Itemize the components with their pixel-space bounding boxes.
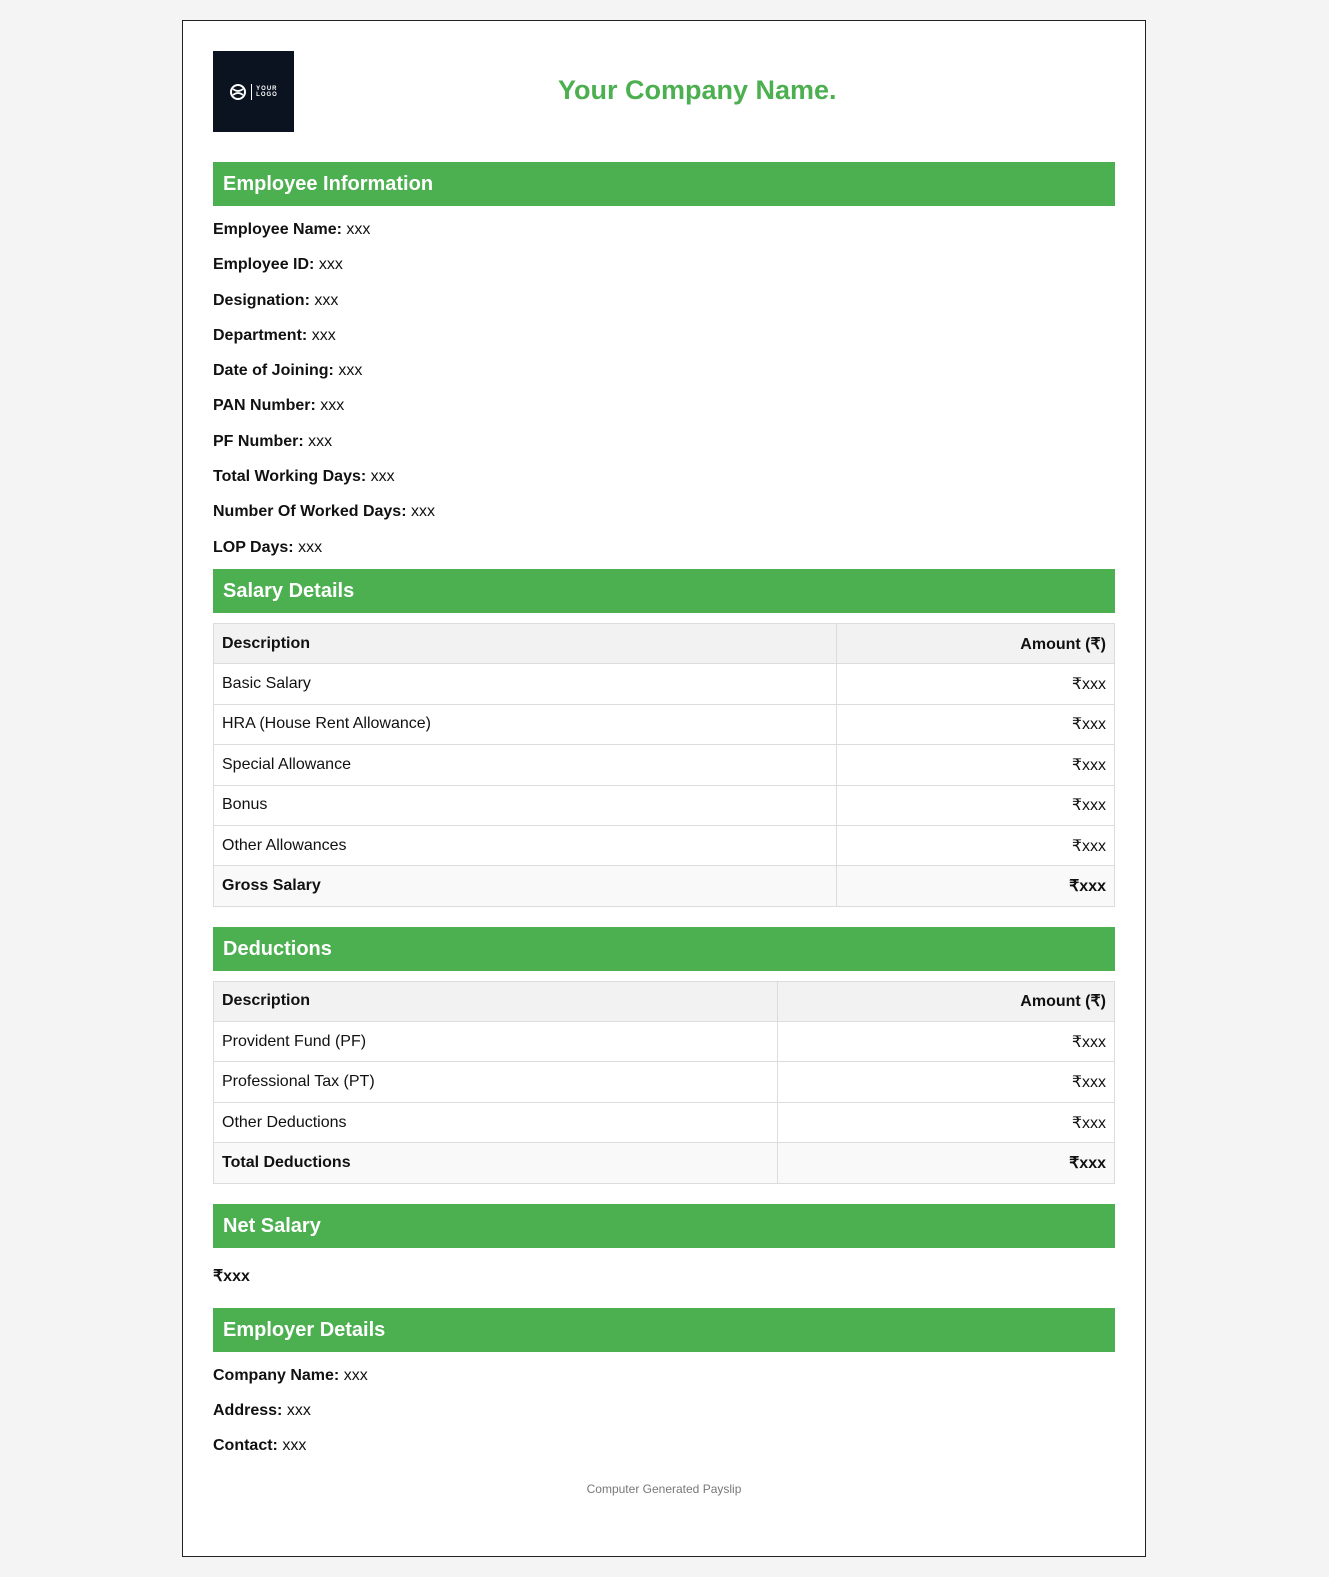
employer-field-row bbox=[213, 1428, 1115, 1463]
deduction-row-description: Provident Fund (PF) bbox=[214, 1022, 778, 1062]
logo-text-line2: LOGO bbox=[256, 91, 278, 98]
employee-field-value: xxx bbox=[410, 503, 435, 521]
employer-details-heading: Employer Details bbox=[213, 1308, 1115, 1352]
salary-row bbox=[214, 825, 1115, 865]
employee-field-label: Date of Joining: bbox=[213, 362, 334, 380]
deduction-total-row bbox=[214, 1143, 1115, 1183]
company-logo bbox=[213, 51, 294, 132]
deductions-table bbox=[213, 981, 1115, 1184]
deduction-row bbox=[214, 1102, 1115, 1142]
deduction-row-description: Professional Tax (PT) bbox=[214, 1062, 778, 1102]
salary-total-amount: ₹xxx bbox=[837, 866, 1115, 906]
employee-field-value: xxx bbox=[318, 256, 343, 274]
employee-field-value: xxx bbox=[298, 538, 323, 556]
salary-total-label: Gross Salary bbox=[214, 866, 837, 906]
employee-field-label: PF Number: bbox=[213, 432, 304, 450]
deductions-col-description: Description bbox=[214, 981, 778, 1021]
employee-field-row bbox=[213, 424, 1115, 459]
employee-info-list bbox=[213, 206, 1115, 565]
deduction-total-amount: ₹xxx bbox=[778, 1143, 1115, 1183]
employee-info-heading: Employee Information bbox=[213, 162, 1115, 206]
employee-field-row bbox=[213, 494, 1115, 529]
employee-field-row bbox=[213, 353, 1115, 388]
salary-table-header bbox=[214, 623, 1115, 663]
employee-field-row bbox=[213, 212, 1115, 247]
salary-total-row bbox=[214, 866, 1115, 906]
salary-row-description: Basic Salary bbox=[214, 664, 837, 704]
employer-field-label: Address: bbox=[213, 1401, 283, 1419]
employee-field-value: xxx bbox=[338, 362, 363, 380]
deduction-row-description: Other Deductions bbox=[214, 1102, 778, 1142]
salary-row-amount: ₹xxx bbox=[837, 704, 1115, 744]
employee-field-value: xxx bbox=[320, 397, 345, 415]
salary-col-amount: Amount (₹) bbox=[837, 623, 1115, 663]
employee-field-value: xxx bbox=[370, 468, 395, 486]
net-salary-heading: Net Salary bbox=[213, 1204, 1115, 1248]
deductions-table-header bbox=[214, 981, 1115, 1021]
salary-row-description: Special Allowance bbox=[214, 745, 837, 785]
employer-field-value: xxx bbox=[286, 1401, 311, 1419]
deduction-total-label: Total Deductions bbox=[214, 1143, 778, 1183]
deduction-row bbox=[214, 1062, 1115, 1102]
deduction-row-amount: ₹xxx bbox=[778, 1022, 1115, 1062]
salary-row-description: HRA (House Rent Allowance) bbox=[214, 704, 837, 744]
logo-mark-icon bbox=[229, 83, 247, 101]
employee-field-value: xxx bbox=[311, 326, 336, 344]
employee-field-label: Department: bbox=[213, 326, 308, 344]
employer-field-row bbox=[213, 1358, 1115, 1393]
employer-field-value: xxx bbox=[343, 1366, 368, 1384]
employee-field-row bbox=[213, 388, 1115, 423]
employee-field-label: LOP Days: bbox=[213, 538, 294, 556]
employee-field-value: xxx bbox=[308, 432, 333, 450]
salary-col-description: Description bbox=[214, 623, 837, 663]
salary-row-amount: ₹xxx bbox=[837, 825, 1115, 865]
salary-row-amount: ₹xxx bbox=[837, 664, 1115, 704]
logo-divider bbox=[251, 84, 252, 100]
employer-details-list bbox=[213, 1352, 1115, 1464]
salary-row-description: Bonus bbox=[214, 785, 837, 825]
company-name-title: Your Company Name. bbox=[558, 75, 837, 105]
employee-field-label: Total Working Days: bbox=[213, 468, 367, 486]
employee-field-row bbox=[213, 247, 1115, 282]
deductions-heading: Deductions bbox=[213, 927, 1115, 971]
employee-field-label: Employee ID: bbox=[213, 256, 315, 274]
employee-field-row bbox=[213, 530, 1115, 565]
employee-field-value: xxx bbox=[346, 221, 371, 238]
net-salary-value: ₹xxx bbox=[213, 1267, 250, 1285]
employer-field-value: xxx bbox=[282, 1437, 307, 1455]
employee-field-row bbox=[213, 318, 1115, 353]
deduction-row-amount: ₹xxx bbox=[778, 1062, 1115, 1102]
salary-row-amount: ₹xxx bbox=[837, 745, 1115, 785]
deductions-col-amount: Amount (₹) bbox=[778, 981, 1115, 1021]
deduction-row bbox=[214, 1022, 1115, 1062]
employer-field-row bbox=[213, 1393, 1115, 1428]
employer-field-label: Contact: bbox=[213, 1437, 278, 1455]
salary-row bbox=[214, 704, 1115, 744]
employee-field-value: xxx bbox=[314, 291, 339, 309]
employee-field-row bbox=[213, 283, 1115, 318]
header bbox=[213, 51, 1115, 132]
employee-field-label: Employee Name: bbox=[213, 221, 342, 238]
employee-field-label: PAN Number: bbox=[213, 397, 316, 415]
salary-row-amount: ₹xxx bbox=[837, 785, 1115, 825]
employee-field-row bbox=[213, 459, 1115, 494]
employee-field-label: Designation: bbox=[213, 291, 310, 309]
footer-note: Computer Generated Payslip bbox=[586, 1481, 742, 1496]
salary-row bbox=[214, 664, 1115, 704]
salary-details-heading: Salary Details bbox=[213, 569, 1115, 613]
salary-table bbox=[213, 623, 1115, 907]
salary-row-description: Other Allowances bbox=[214, 825, 837, 865]
employee-field-label: Number Of Worked Days: bbox=[213, 503, 407, 521]
logo-text-line1: YOUR bbox=[256, 85, 278, 92]
payslip-page bbox=[182, 20, 1146, 1557]
salary-row bbox=[214, 785, 1115, 825]
employer-field-label: Company Name: bbox=[213, 1366, 340, 1384]
deduction-row-amount: ₹xxx bbox=[778, 1102, 1115, 1142]
salary-row bbox=[214, 745, 1115, 785]
